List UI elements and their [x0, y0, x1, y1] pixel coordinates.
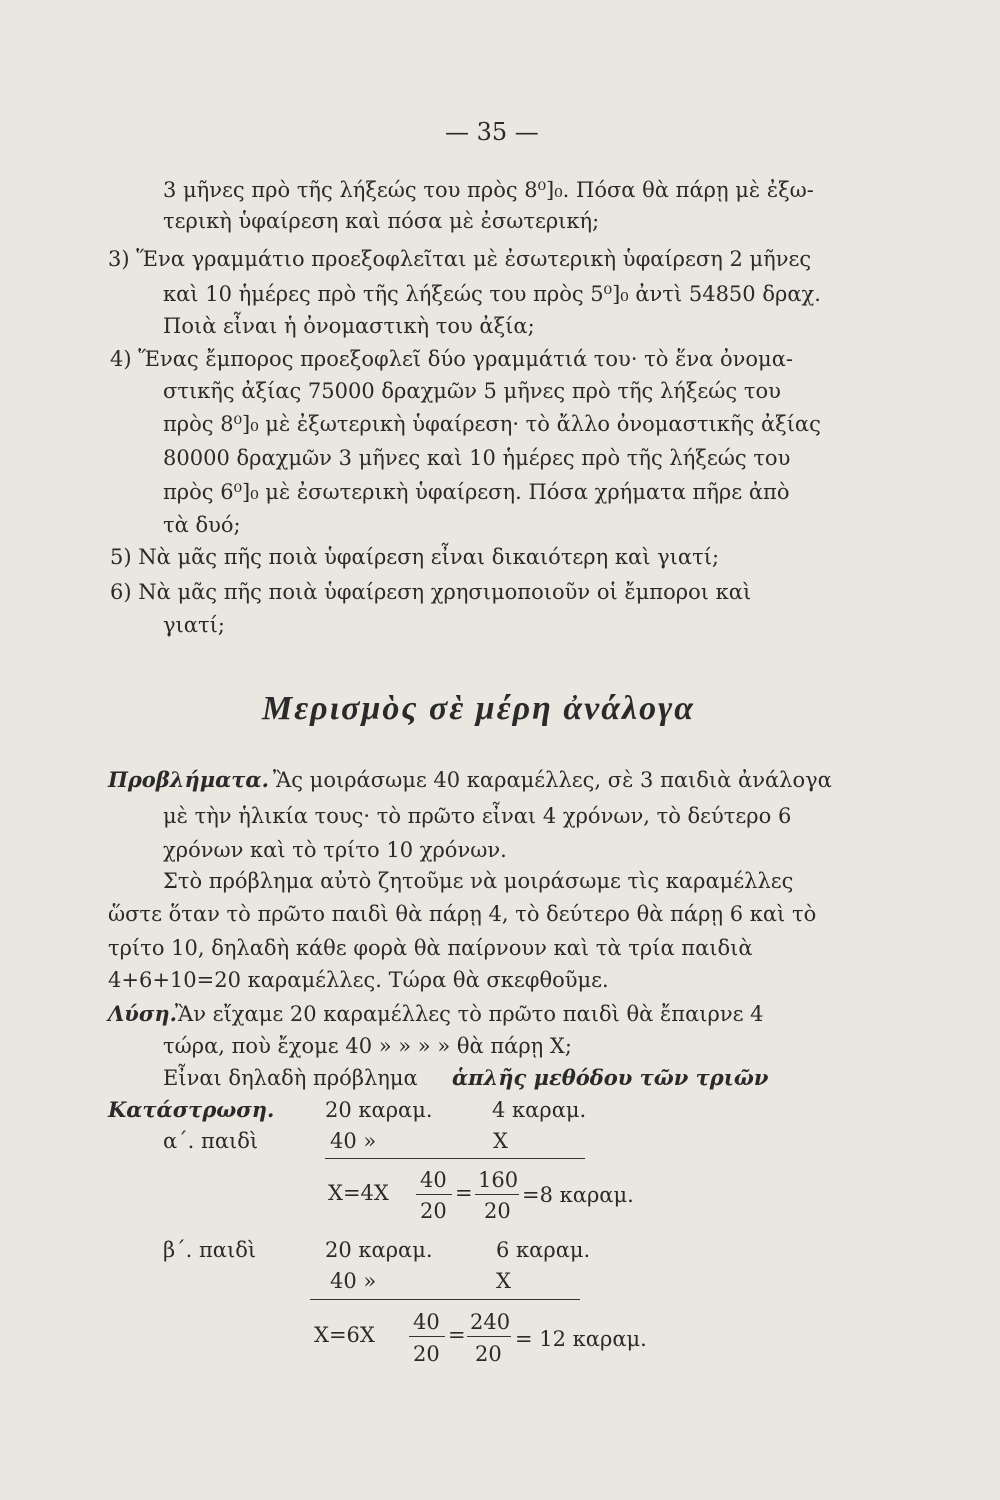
child2-num2: 240 [470, 1310, 511, 1334]
child1-num2: 160 [478, 1168, 519, 1192]
text-line: τρίτο 10, δηλαδὴ κάθε φορὰ θὰ παίρνουν καὶ τὰ τρία παιδιὰ [108, 936, 753, 960]
text-line: 5) Νὰ μᾶς πῆς ποιὰ ὑφαίρεση εἶναι δικαιότερη καὶ γιατί; [110, 545, 720, 569]
child2-den1: 20 [413, 1342, 440, 1366]
text-line: μὲ τὴν ἡλικία τους· τὸ πρῶτο εἶναι 4 χρόνων, τὸ δεύτερο 6 [163, 804, 792, 828]
child1-eq: = [455, 1181, 473, 1205]
text-line: πρὸς 6⁰]₀ μὲ ἐσωτερικὴ ὑφαίρεση. Πόσα χρήματα πῆρε ἀπὸ [163, 480, 790, 504]
text-line: Εἶναι δηλαδὴ πρόβλημα [163, 1066, 418, 1090]
child2-eq-left: X=6X [314, 1323, 375, 1347]
child2-num1: 40 [413, 1310, 440, 1334]
child1-den1: 20 [420, 1199, 447, 1223]
child2-row-right: X [496, 1269, 511, 1293]
method-italic: ἁπλῆς μεθόδου τῶν τριῶν [452, 1065, 769, 1090]
child2-row-left: 40 » [330, 1269, 377, 1293]
solution-label: Λύση. [108, 1001, 177, 1026]
arrangement-header-2: 4 καραμ. [492, 1098, 587, 1122]
text-line: 80000 δραχμῶν 3 μῆνες καὶ 10 ἡμέρες πρὸ τῆς λήξεώς του [163, 446, 791, 470]
child1-frac-bar-1 [416, 1194, 452, 1195]
child1-row-left: 40 » [330, 1129, 377, 1153]
arrangement-header-1: 20 καραμ. [325, 1098, 433, 1122]
child1-num1: 40 [420, 1168, 447, 1192]
arrangement-label: Κατάστρωση. [108, 1097, 275, 1122]
text-line: ὥστε ὅταν τὸ πρῶτο παιδὶ θὰ πάρῃ 4, τὸ δεύτερο θὰ πάρῃ 6 καὶ τὸ [108, 902, 817, 926]
text-line: τώρα, ποὺ ἔχομε 40 » » » » θὰ πάρῃ X; [163, 1034, 572, 1058]
text-line: καὶ 10 ἡμέρες πρὸ τῆς λήξεώς του πρὸς 5⁰]₀ ἀντὶ 54850 δραχ. [163, 282, 821, 306]
text-line: τὰ δυό; [163, 513, 241, 537]
child1-table-rule [325, 1158, 585, 1159]
child2-den2: 20 [475, 1342, 502, 1366]
child2-header-1: 20 καραμ. [325, 1238, 433, 1262]
problems-label: Προβλήματα. [108, 767, 269, 792]
text-line: 4+6+10=20 καραμέλλες. Τώρα θὰ σκεφθοῦμε. [108, 968, 609, 992]
child1-eq-left: X=4X [328, 1181, 389, 1205]
text-line: Ἂν εἴχαμε 20 καραμέλλες τὸ πρῶτο παιδὶ θὰ ἔπαιρνε 4 [175, 1002, 764, 1026]
child1-den2: 20 [484, 1199, 511, 1223]
child2-frac-bar-2 [467, 1336, 511, 1337]
text-line: Ἂς μοιράσωμε 40 καραμέλλες, σὲ 3 παιδιὰ ἀνάλογα [273, 768, 832, 792]
child2-eq-right: = 12 καραμ. [515, 1327, 647, 1351]
text-line: πρὸς 8⁰]₀ μὲ ἐξωτερικὴ ὑφαίρεση· τὸ ἄλλο ὀνομαστικῆς ἀξίας [163, 412, 821, 436]
child2-label: β΄. παιδὶ [163, 1238, 257, 1262]
text-line: 3) Ἕνα γραμμάτιο προεξοφλεῖται μὲ ἐσωτερικὴ ὑφαίρεση 2 μῆνες [108, 247, 812, 271]
child1-label: α΄. παιδὶ [163, 1129, 259, 1153]
child2-table-rule [310, 1299, 580, 1300]
text-line: στικῆς ἀξίας 75000 δραχμῶν 5 μῆνες πρὸ τῆς λήξεώς του [163, 379, 781, 403]
child2-header-2: 6 καραμ. [496, 1238, 591, 1262]
text-line: τερικὴ ὑφαίρεση καὶ πόσα μὲ ἐσωτερική; [163, 209, 600, 233]
child2-eq: = [448, 1323, 466, 1347]
text-line: 4) Ἕνας ἔμπορος προεξοφλεῖ δύο γραμμάτιά του· τὸ ἕνα ὀνομα- [110, 347, 793, 371]
text-line: Ποιὰ εἶναι ἡ ὀνομαστικὴ του ἀξία; [163, 314, 535, 338]
child2-frac-bar-1 [409, 1336, 445, 1337]
text-line: Στὸ πρόβλημα αὐτὸ ζητοῦμε νὰ μοιράσωμε τὶς καραμέλλες [163, 869, 794, 893]
child1-eq-right: =8 καραμ. [522, 1183, 634, 1207]
child1-row-right: X [493, 1129, 508, 1153]
text-line: χρόνων καὶ τὸ τρίτο 10 χρόνων. [163, 838, 507, 862]
text-line: γιατί; [163, 613, 225, 637]
text-line: 3 μῆνες πρὸ τῆς λήξεώς του πρὸς 8⁰]₀. Πόσα θὰ πάρῃ μὲ ἐξω- [163, 178, 814, 202]
child1-frac-bar-2 [475, 1194, 519, 1195]
page-number: — 35 — [445, 118, 539, 146]
section-title: Μερισμὸς σὲ μέρη ἀνάλογα [262, 690, 696, 727]
text-line: 6) Νὰ μᾶς πῆς ποιὰ ὑφαίρεση χρησιμοποιοῦν οἱ ἔμποροι καὶ [110, 580, 752, 604]
